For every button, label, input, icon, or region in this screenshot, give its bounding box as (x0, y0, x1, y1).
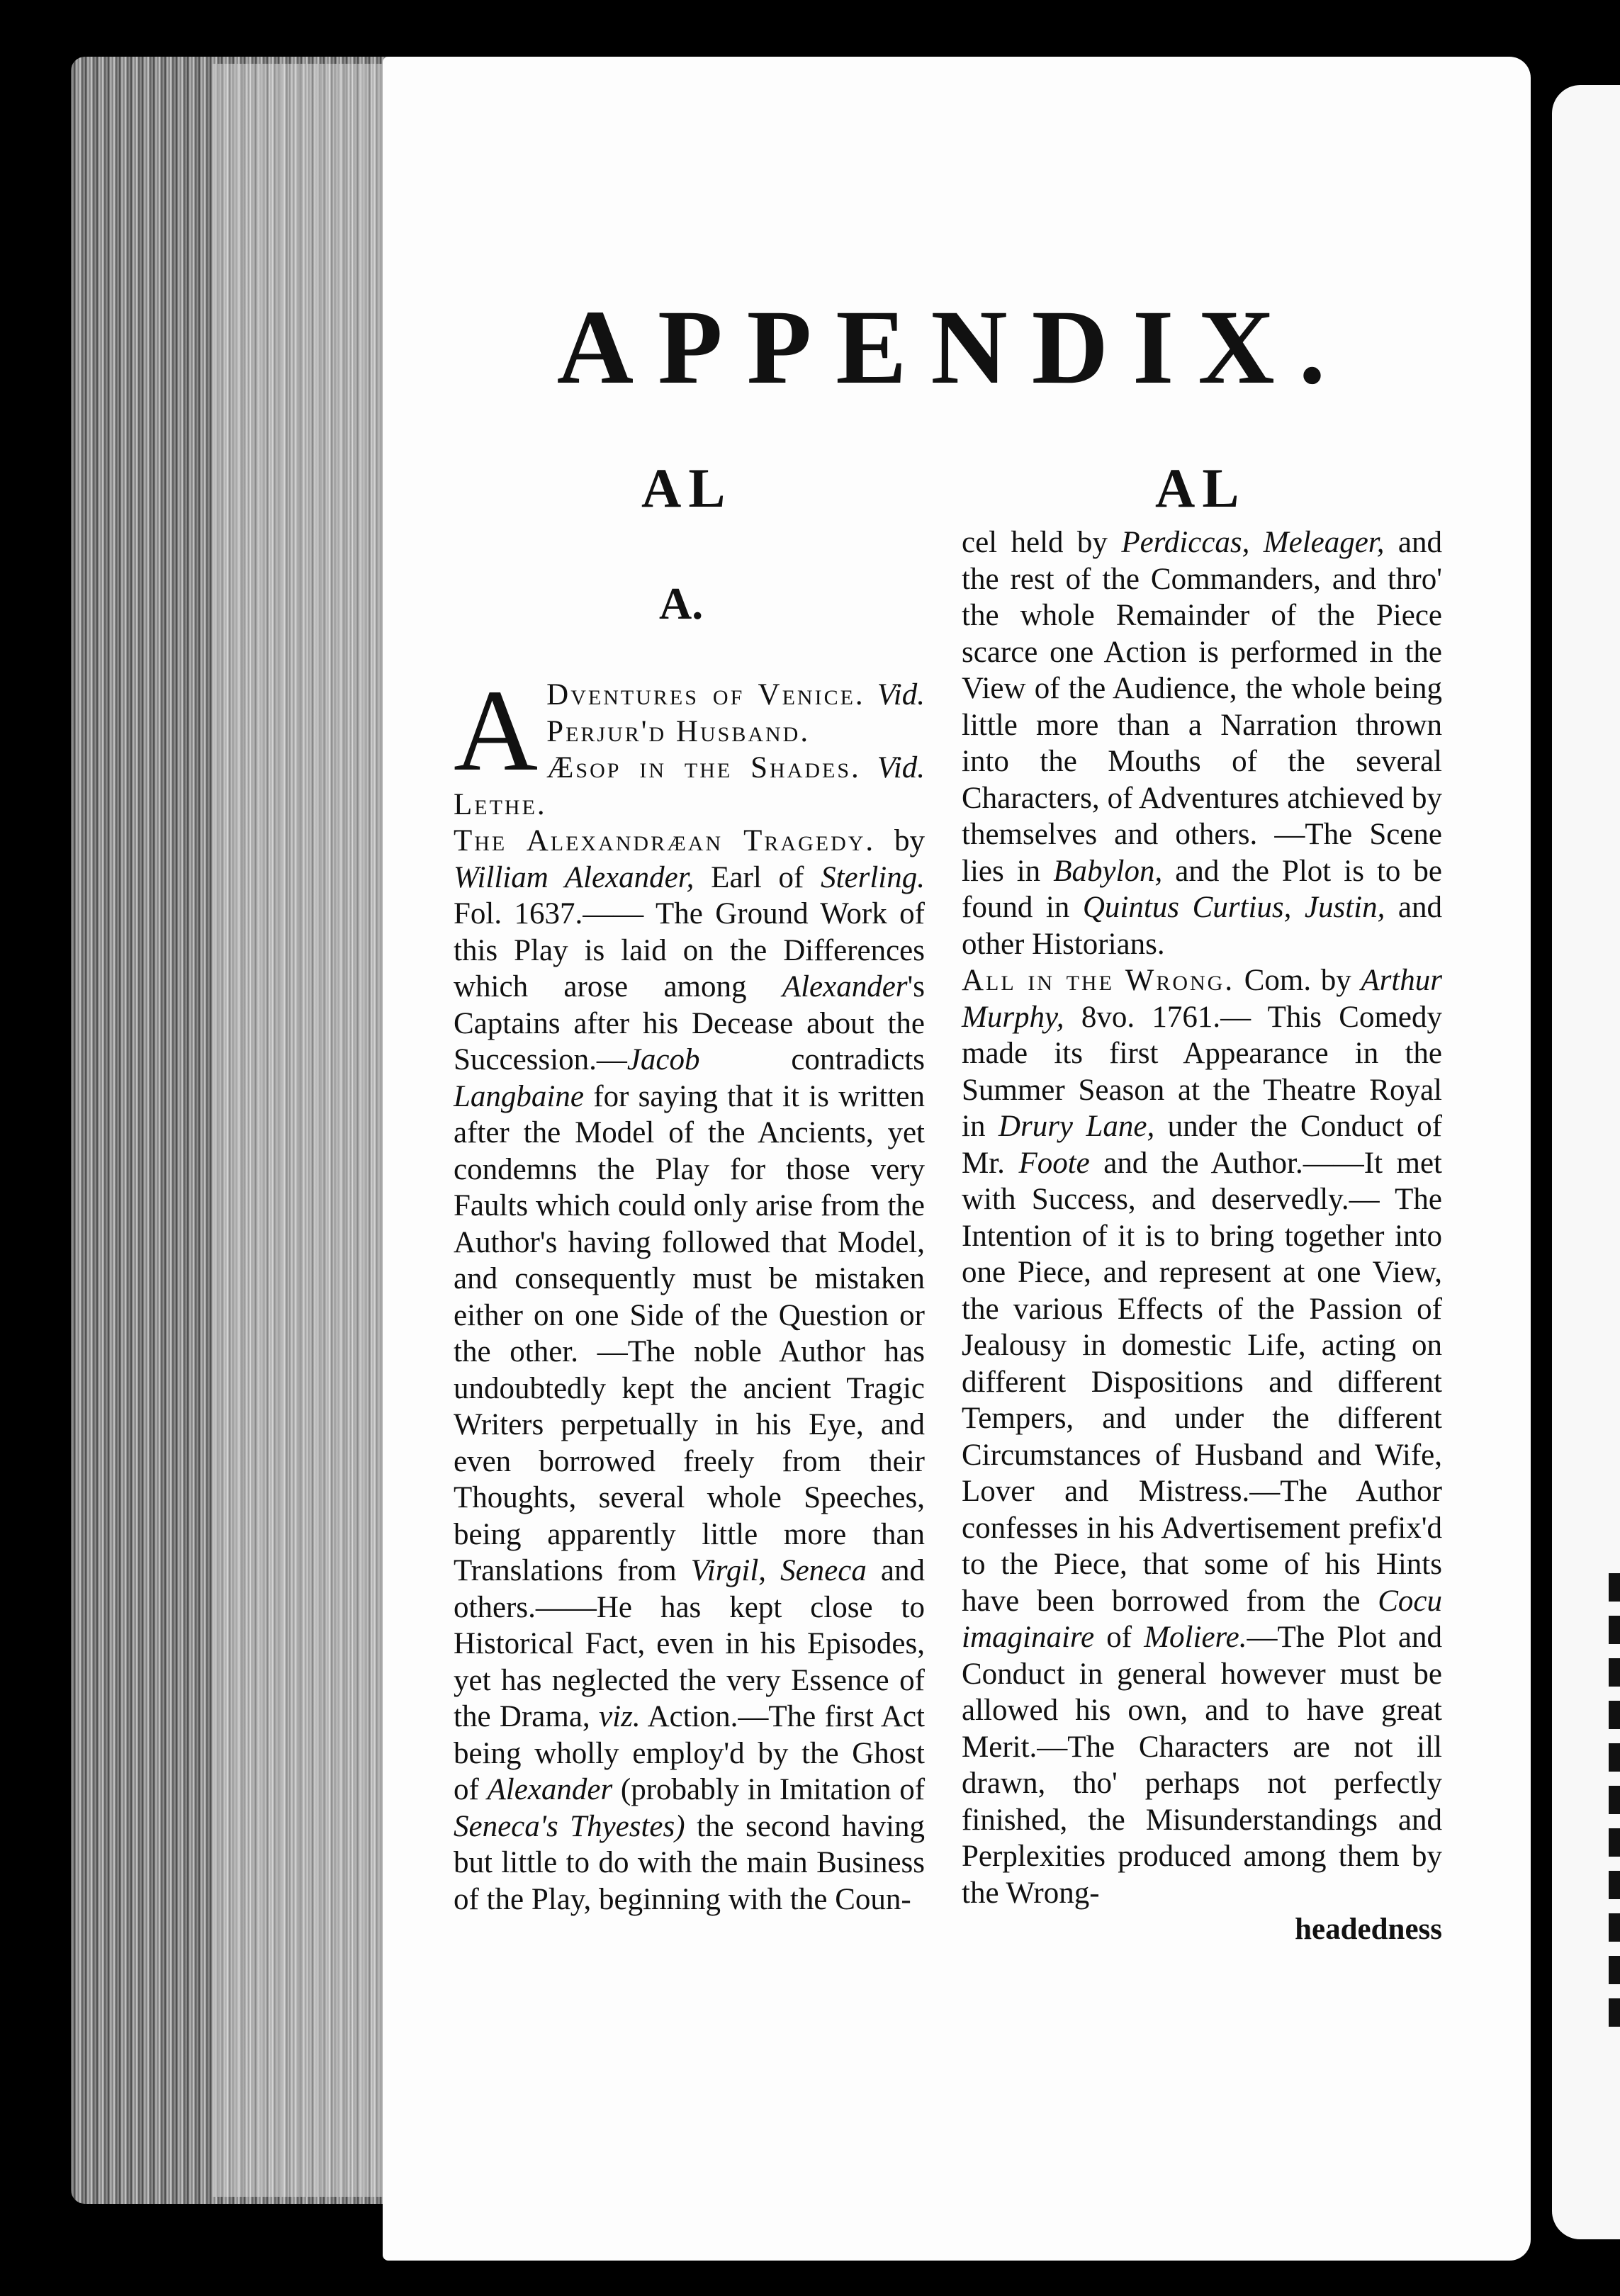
work-title: Seneca's Thyestes) (454, 1809, 685, 1843)
entry-continuation (962, 524, 1442, 962)
running-head-right: AL (1155, 457, 1247, 519)
place-name: Sterling. (821, 860, 925, 894)
body-text: 's Captains after his Decease about the Succession.— (454, 970, 926, 1076)
body-text: cel held by (962, 526, 1108, 559)
left-column (454, 665, 926, 1918)
text: of (1106, 1621, 1132, 1654)
body-text: under the Conduct of Mr. (962, 1110, 1442, 1180)
body-text: —The Plot and Conduct in general however must be allowed his own, and to have great Merit.—The Characters are not ill drawn, tho' perhaps not perfectly finished, the Misunderstandings and Perplexities produced among them by the Wrong- (962, 1621, 1443, 1910)
entry-all-in-the-wrong (962, 962, 1442, 1911)
body-text: 8vo. 1761.— This Comedy made its first Appearance in the Summer Season at the Theatre Royal in (962, 1000, 1443, 1143)
name: Quintus Curtius, Justin, (1082, 891, 1385, 924)
entry-heading: Æsop in the Shades. (546, 751, 861, 784)
name: Moliere. (1144, 1621, 1247, 1654)
entry-heading: Dventures of Venice. (546, 678, 865, 711)
name: Alexander (782, 970, 908, 1003)
catchword: headedness (1295, 1913, 1442, 1946)
place-name: Babylon, (1053, 854, 1163, 888)
name: Perdiccas, Meleager, (1121, 526, 1385, 559)
publication-info: Fol. 1637.—— (454, 897, 644, 930)
body-text: the second having but little to do with the main Business of the Play, beginning with the Coun- (454, 1809, 925, 1916)
place-name: Drury Lane, (998, 1110, 1155, 1143)
text: Earl of (711, 860, 804, 894)
cross-reference: Perjur'd Husband. (546, 714, 811, 748)
entry-alexandraean-tragedy (454, 823, 925, 1918)
author-name: William Alexander, (454, 860, 694, 894)
body-text: (probably in Imitation of (620, 1773, 926, 1806)
name: Langbaine (454, 1079, 584, 1113)
section-letter: A. (659, 578, 704, 629)
running-head-left: AL (641, 457, 733, 519)
vid-label: Vid. (877, 678, 925, 711)
vid-label: Vid. (877, 751, 925, 784)
right-column (962, 524, 1442, 1948)
body-text: and others.——He has kept close to Historical Fact, even in his Episodes, yet has neglected the very Essence of the Drama, (454, 1554, 925, 1733)
name: Virgil, (690, 1554, 767, 1587)
body-text: Action.—The first Act being wholly employ'd by the Ghost of (454, 1700, 925, 1806)
cross-reference: Lethe. (454, 787, 547, 821)
entry-heading: The Alexandræan Tragedy. (454, 824, 876, 857)
text: by (894, 824, 926, 857)
work-title: Cocu imaginaire (962, 1584, 1442, 1654)
book-page-edges-highlight (213, 64, 390, 2197)
author-name: Arthur Murphy, (962, 964, 1443, 1034)
body-text: and the rest of the Commanders, and thro' the whole Remainder of the Piece scarce one Action is performed in the View of the Audience, the whole being little more than a Narration thrown into the Mouths of the several Characters, of Adventures atchieved by themselves and others. —The Scene lies in (962, 526, 1443, 888)
body-text: and the Plot is to be found in (962, 854, 1442, 924)
name: Foote (1018, 1146, 1090, 1180)
text: Com. by (1244, 964, 1351, 997)
page-title: APPENDIX. (556, 288, 1350, 406)
body-text: and other Historians. (962, 891, 1443, 961)
name: Jacob (626, 1043, 700, 1076)
body-text: contradicts (791, 1043, 925, 1076)
abbreviation: viz. (599, 1700, 641, 1733)
body-text: for saying that it is written after the Model of the Ancients, yet condemns the Play for those very Faults which could only arise from the Author's having followed that Model, and consequently must be mistaken either on one Side of the Question or the other. —The noble Author has undoubtedly kept the ancient Tragic Writers perpetually in his Eye, and even borrowed freely from their Thoughts, several whole Speeches, being apparently little more than Translations from (454, 1079, 925, 1587)
entry-heading: All in the Wrong. (962, 964, 1235, 997)
name: Seneca (780, 1554, 867, 1587)
body-text: The Ground Work of this Play is laid on the Differences which arose among (454, 897, 925, 1003)
name: Alexander (487, 1773, 613, 1806)
drop-cap: A (454, 665, 539, 795)
facing-page-text-fragments (1609, 1573, 1620, 2041)
body-text: and the Author.——It met with Success, and deservedly.— The Intention of it is to bring together into one Piece, and represent at one View, the various Effects of the Passion of Jealousy in domestic Life, acting on different Dispositions and different Tempers, and under the different Circumstances of Husband and Wife, Lover and Mistress.—The Author confesses in his Advertisement prefix'd to the Piece, that some of his Hints have been borrowed from the (962, 1146, 1443, 1618)
